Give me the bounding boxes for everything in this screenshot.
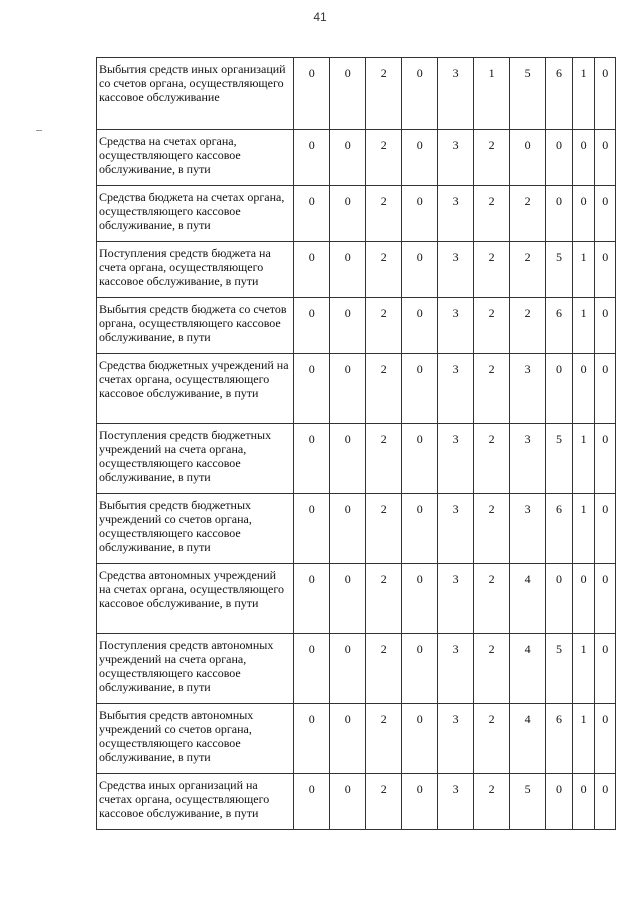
row-name-cell: Средства бюджетных учреждений на счетах органа, осуществляющего кассовое обслуживание, в пути xyxy=(97,354,294,424)
margin-mark xyxy=(36,130,42,131)
code-digit-cell: 0 xyxy=(294,774,330,830)
code-digit-cell: 2 xyxy=(474,242,510,298)
code-digit-cell: 2 xyxy=(366,424,402,494)
row-name-cell: Выбытия средств иных организаций со счетов органа, осуществляющего кассовое обслуживание xyxy=(97,58,294,130)
code-digit-cell: 0 xyxy=(595,424,616,494)
code-digit-cell: 2 xyxy=(474,424,510,494)
code-digit-cell: 0 xyxy=(330,634,366,704)
code-digit-cell: 2 xyxy=(366,564,402,634)
code-digit-cell: 0 xyxy=(402,424,438,494)
code-digit-cell: 0 xyxy=(294,186,330,242)
code-digit-cell: 4 xyxy=(510,634,546,704)
code-digit-cell: 3 xyxy=(438,130,474,186)
table-row xyxy=(97,242,616,298)
code-digit-cell: 0 xyxy=(330,130,366,186)
code-digit-cell: 2 xyxy=(366,242,402,298)
code-digit-cell: 3 xyxy=(438,494,474,564)
code-digit-cell: 0 xyxy=(294,634,330,704)
code-digit-cell: 5 xyxy=(546,634,573,704)
code-digit-cell: 0 xyxy=(572,774,595,830)
code-digit-cell: 0 xyxy=(294,494,330,564)
code-digit-cell: 2 xyxy=(474,186,510,242)
code-digit-cell: 3 xyxy=(510,354,546,424)
row-name-cell: Поступления средств бюджетных учреждений на счета органа, осуществляющего кассовое обслуживание, в пути xyxy=(97,424,294,494)
code-digit-cell: 1 xyxy=(572,494,595,564)
code-digit-cell: 0 xyxy=(595,298,616,354)
code-digit-cell: 0 xyxy=(546,564,573,634)
code-digit-cell: 0 xyxy=(402,298,438,354)
code-digit-cell: 0 xyxy=(330,298,366,354)
code-digit-cell: 2 xyxy=(366,704,402,774)
code-digit-cell: 4 xyxy=(510,564,546,634)
code-digit-cell: 0 xyxy=(572,354,595,424)
code-digit-cell: 3 xyxy=(438,634,474,704)
code-digit-cell: 0 xyxy=(595,774,616,830)
code-digit-cell: 2 xyxy=(474,564,510,634)
code-digit-cell: 0 xyxy=(402,58,438,130)
code-digit-cell: 0 xyxy=(572,564,595,634)
code-digit-cell: 2 xyxy=(474,494,510,564)
code-digit-cell: 2 xyxy=(366,298,402,354)
code-digit-cell: 0 xyxy=(546,774,573,830)
code-digit-cell: 2 xyxy=(366,354,402,424)
code-digit-cell: 0 xyxy=(595,354,616,424)
code-digit-cell: 3 xyxy=(438,354,474,424)
table-body xyxy=(97,58,616,830)
table-row xyxy=(97,424,616,494)
code-digit-cell: 0 xyxy=(572,186,595,242)
code-digit-cell: 3 xyxy=(438,704,474,774)
code-digit-cell: 0 xyxy=(294,242,330,298)
table-row xyxy=(97,354,616,424)
code-digit-cell: 2 xyxy=(366,130,402,186)
code-digit-cell: 4 xyxy=(510,704,546,774)
table-row xyxy=(97,564,616,634)
code-digit-cell: 5 xyxy=(546,424,573,494)
row-name-cell: Поступления средств бюджета на счета органа, осуществляющего кассовое обслуживание, в пути xyxy=(97,242,294,298)
row-name-cell: Средства на счетах органа, осуществляющего кассовое обслуживание, в пути xyxy=(97,130,294,186)
code-digit-cell: 2 xyxy=(474,774,510,830)
code-digit-cell: 0 xyxy=(330,186,366,242)
code-digit-cell: 6 xyxy=(546,494,573,564)
code-digit-cell: 3 xyxy=(438,58,474,130)
table-row xyxy=(97,130,616,186)
code-digit-cell: 0 xyxy=(595,494,616,564)
code-digit-cell: 0 xyxy=(572,130,595,186)
page-number: 41 xyxy=(313,10,327,24)
code-digit-cell: 1 xyxy=(572,298,595,354)
row-name-cell: Средства бюджета на счетах органа, осуществляющего кассовое обслуживание, в пути xyxy=(97,186,294,242)
code-digit-cell: 0 xyxy=(402,494,438,564)
code-digit-cell: 0 xyxy=(402,354,438,424)
code-digit-cell: 0 xyxy=(402,704,438,774)
code-digit-cell: 0 xyxy=(294,58,330,130)
code-digit-cell: 5 xyxy=(510,774,546,830)
code-digit-cell: 0 xyxy=(294,424,330,494)
code-digit-cell: 1 xyxy=(572,424,595,494)
code-digit-cell: 1 xyxy=(572,704,595,774)
code-digit-cell: 0 xyxy=(402,634,438,704)
code-digit-cell: 0 xyxy=(546,130,573,186)
code-digit-cell: 2 xyxy=(366,774,402,830)
code-digit-cell: 0 xyxy=(595,186,616,242)
code-digit-cell: 1 xyxy=(572,242,595,298)
code-digit-cell: 2 xyxy=(366,186,402,242)
code-digit-cell: 5 xyxy=(510,58,546,130)
code-digit-cell: 0 xyxy=(330,704,366,774)
code-digit-cell: 2 xyxy=(474,298,510,354)
code-digit-cell: 3 xyxy=(438,186,474,242)
code-digit-cell: 6 xyxy=(546,58,573,130)
row-name-cell: Выбытия средств автономных учреждений со счетов органа, осуществляющего кассовое обслуживание, в пути xyxy=(97,704,294,774)
code-digit-cell: 6 xyxy=(546,298,573,354)
code-digit-cell: 0 xyxy=(294,298,330,354)
code-digit-cell: 0 xyxy=(402,242,438,298)
code-digit-cell: 0 xyxy=(294,704,330,774)
code-digit-cell: 0 xyxy=(510,130,546,186)
code-digit-cell: 0 xyxy=(330,424,366,494)
table-row xyxy=(97,58,616,130)
code-digit-cell: 2 xyxy=(474,704,510,774)
code-digit-cell: 0 xyxy=(402,130,438,186)
row-name-cell: Выбытия средств бюджета со счетов органа, осуществляющего кассовое обслуживание, в пути xyxy=(97,298,294,354)
code-digit-cell: 3 xyxy=(438,298,474,354)
table-row xyxy=(97,704,616,774)
code-digit-cell: 0 xyxy=(330,774,366,830)
code-digit-cell: 0 xyxy=(595,704,616,774)
code-digit-cell: 2 xyxy=(366,58,402,130)
code-digit-cell: 2 xyxy=(510,242,546,298)
code-digit-cell: 5 xyxy=(546,242,573,298)
table-row xyxy=(97,634,616,704)
code-digit-cell: 0 xyxy=(402,564,438,634)
table-row xyxy=(97,186,616,242)
code-digit-cell: 2 xyxy=(366,634,402,704)
row-name-cell: Средства иных организаций на счетах органа, осуществляющего кассовое обслуживание, в пути xyxy=(97,774,294,830)
code-digit-cell: 0 xyxy=(595,634,616,704)
code-digit-cell: 2 xyxy=(474,130,510,186)
row-name-cell: Средства автономных учреждений на счетах органа, осуществляющего кассовое обслуживание, в пути xyxy=(97,564,294,634)
code-digit-cell: 0 xyxy=(294,354,330,424)
code-digit-cell: 3 xyxy=(510,494,546,564)
code-digit-cell: 0 xyxy=(595,58,616,130)
code-digit-cell: 0 xyxy=(546,186,573,242)
code-digit-cell: 3 xyxy=(438,564,474,634)
code-digit-cell: 0 xyxy=(402,774,438,830)
table-row xyxy=(97,774,616,830)
code-digit-cell: 3 xyxy=(438,424,474,494)
code-digit-cell: 0 xyxy=(546,354,573,424)
table-row xyxy=(97,494,616,564)
code-digit-cell: 2 xyxy=(510,298,546,354)
code-digit-cell: 1 xyxy=(474,58,510,130)
code-digit-cell: 0 xyxy=(330,494,366,564)
code-digit-cell: 6 xyxy=(546,704,573,774)
code-digit-cell: 2 xyxy=(510,186,546,242)
code-digit-cell: 0 xyxy=(330,354,366,424)
code-digit-cell: 0 xyxy=(595,564,616,634)
account-codes-table xyxy=(96,57,616,830)
code-digit-cell: 0 xyxy=(294,130,330,186)
row-name-cell: Поступления средств автономных учреждений на счета органа, осуществляющего кассовое обслуживание, в пути xyxy=(97,634,294,704)
code-digit-cell: 2 xyxy=(474,354,510,424)
code-digit-cell: 0 xyxy=(294,564,330,634)
code-digit-cell: 0 xyxy=(330,58,366,130)
code-digit-cell: 1 xyxy=(572,58,595,130)
code-digit-cell: 3 xyxy=(438,774,474,830)
table-row xyxy=(97,298,616,354)
code-digit-cell: 0 xyxy=(330,242,366,298)
code-digit-cell: 0 xyxy=(595,242,616,298)
row-name-cell: Выбытия средств бюджетных учреждений со счетов органа, осуществляющего кассовое обслуживание, в пути xyxy=(97,494,294,564)
code-digit-cell: 3 xyxy=(438,242,474,298)
code-digit-cell: 0 xyxy=(595,130,616,186)
code-digit-cell: 3 xyxy=(510,424,546,494)
code-digit-cell: 2 xyxy=(474,634,510,704)
code-digit-cell: 0 xyxy=(402,186,438,242)
code-digit-cell: 1 xyxy=(572,634,595,704)
code-digit-cell: 2 xyxy=(366,494,402,564)
code-digit-cell: 0 xyxy=(330,564,366,634)
